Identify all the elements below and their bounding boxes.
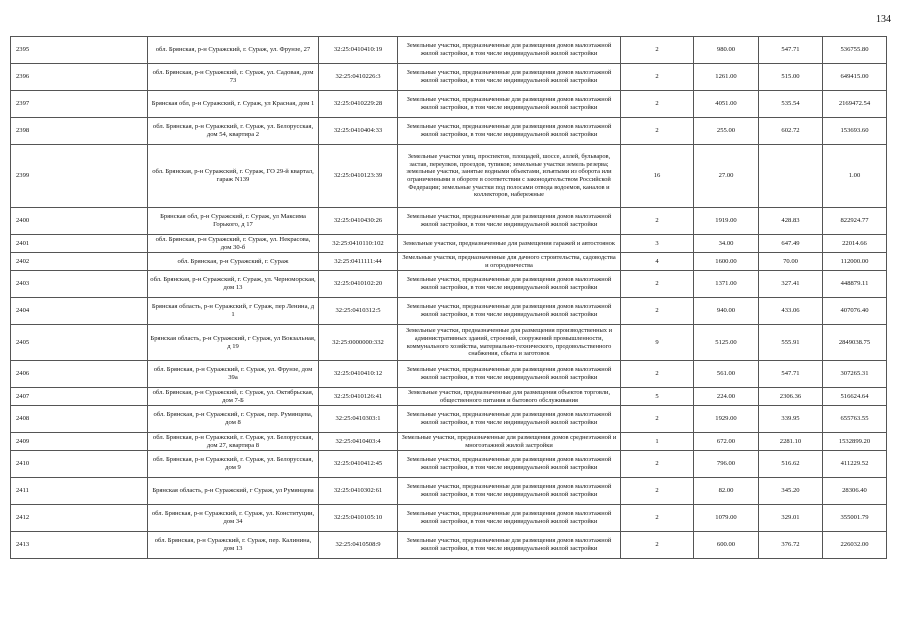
- area-cell: 561.00: [694, 361, 759, 388]
- address-cell: обл. Брянская, р-н Суражский, г. Сураж, ул. Фрунзе, 27: [148, 37, 319, 64]
- cadastral-value-cell: 307265.31: [823, 361, 887, 388]
- area-cell: 796.00: [694, 451, 759, 478]
- specific-value-cell: 345.20: [759, 478, 823, 505]
- row-number: 2408: [11, 406, 148, 433]
- group-number-cell: 2: [621, 118, 694, 145]
- row-number: 2396: [11, 64, 148, 91]
- row-number: 2400: [11, 208, 148, 235]
- specific-value-cell: 647.49: [759, 235, 823, 253]
- address-cell: обл. Брянская, р-н Суражский, г. Сураж, пер. Румянцева, дом 8: [148, 406, 319, 433]
- address-cell: обл. Брянская, р-н Суражский, г. Сураж, ул. Белорусская, дом 9: [148, 451, 319, 478]
- cadastral-number-cell: 32:25:0410412:45: [319, 451, 398, 478]
- page-number: 134: [876, 14, 891, 25]
- cadastral-number-cell: 32:25:0000000:332: [319, 325, 398, 361]
- land-use-type-cell: Земельные участки, предназначенные для размещения домов малоэтажной жилой застройки, в том числе индивидуальной жилой застройки: [398, 208, 621, 235]
- area-cell: 1261.00: [694, 64, 759, 91]
- specific-value-cell: 428.83: [759, 208, 823, 235]
- land-use-type-cell: Земельные участки, предназначенные для размещения домов малоэтажной жилой застройки, в том числе индивидуальной жилой застройки: [398, 505, 621, 532]
- cadastral-value-cell: 655763.55: [823, 406, 887, 433]
- specific-value-cell: [759, 145, 823, 208]
- table-row: [11, 325, 887, 361]
- area-cell: 27.00: [694, 145, 759, 208]
- address-cell: обл. Брянская, р-н Суражский, г. Сураж, ГО 29-й квартал, гараж N139: [148, 145, 319, 208]
- area-cell: 34.00: [694, 235, 759, 253]
- table-row: [11, 37, 887, 64]
- table-row: [11, 298, 887, 325]
- land-use-type-cell: Земельные участки, предназначенные для размещения домов малоэтажной жилой застройки, в том числе индивидуальной жилой застройки: [398, 478, 621, 505]
- specific-value-cell: 339.95: [759, 406, 823, 433]
- specific-value-cell: 433.06: [759, 298, 823, 325]
- row-number: 2403: [11, 271, 148, 298]
- row-number: 2407: [11, 388, 148, 406]
- area-cell: 224.00: [694, 388, 759, 406]
- table-row: [11, 91, 887, 118]
- table-row: [11, 64, 887, 91]
- specific-value-cell: 2306.36: [759, 388, 823, 406]
- group-number-cell: 16: [621, 145, 694, 208]
- group-number-cell: 2: [621, 271, 694, 298]
- cadastral-value-cell: 448879.11: [823, 271, 887, 298]
- row-number: 2399: [11, 145, 148, 208]
- group-number-cell: 5: [621, 388, 694, 406]
- table-row: [11, 406, 887, 433]
- row-number: 2412: [11, 505, 148, 532]
- address-cell: обл. Брянская, р-н Суражский, г. Сураж, ул. Черноморская, дом 13: [148, 271, 319, 298]
- land-registry-table: [10, 36, 887, 559]
- address-cell: обл. Брянская, р-н Суражский, г. Сураж, ул. Фрунзе, дом 39а: [148, 361, 319, 388]
- cadastral-value-cell: 2169472.54: [823, 91, 887, 118]
- cadastral-number-cell: 32:25:0410123:39: [319, 145, 398, 208]
- cadastral-number-cell: 32:25:0410226:3: [319, 64, 398, 91]
- address-cell: обл. Брянская, р-н Суражский, г. Сураж, ул. Белорусская, дом 27, квартира 8: [148, 433, 319, 451]
- cadastral-number-cell: 32:25:0410312:5: [319, 298, 398, 325]
- group-number-cell: 2: [621, 91, 694, 118]
- cadastral-value-cell: 355001.79: [823, 505, 887, 532]
- cadastral-value-cell: 411229.52: [823, 451, 887, 478]
- land-use-type-cell: Земельные участки, предназначенные для размещения домов малоэтажной жилой застройки, в том числе индивидуальной жилой застройки: [398, 271, 621, 298]
- cadastral-value-cell: 407076.40: [823, 298, 887, 325]
- row-number: 2401: [11, 235, 148, 253]
- group-number-cell: 2: [621, 298, 694, 325]
- area-cell: 1079.00: [694, 505, 759, 532]
- group-number-cell: 2: [621, 406, 694, 433]
- land-use-type-cell: Земельные участки, предназначенные для размещения гаражей и автостоянок: [398, 235, 621, 253]
- specific-value-cell: 376.72: [759, 532, 823, 559]
- area-cell: 940.00: [694, 298, 759, 325]
- address-cell: обл. Брянская, р-н Суражский, г. Сураж, ул. Некрасова, дом 30-б: [148, 235, 319, 253]
- land-use-type-cell: Земельные участки, предназначенные для дачного строительства, садоводства и огородничества: [398, 253, 621, 271]
- cadastral-value-cell: 2849038.75: [823, 325, 887, 361]
- land-use-type-cell: Земельные участки, предназначенные для размещения домов малоэтажной жилой застройки, в том числе индивидуальной жилой застройки: [398, 91, 621, 118]
- land-use-type-cell: Земельные участки, предназначенные для размещения производственных и административных зданий, строений, сооружений промышленности, коммунального хозяйства, материально-технического, продовольственного снабжения, сбыта и заготовок: [398, 325, 621, 361]
- group-number-cell: 2: [621, 478, 694, 505]
- row-number: 2404: [11, 298, 148, 325]
- cadastral-number-cell: 32:25:0410102:20: [319, 271, 398, 298]
- land-use-type-cell: Земельные участки улиц, проспектов, площадей, шоссе, аллей, бульваров, застав, переулков, проездов, тупиков; земельные участки земель резерва; земельные участки, занятые водными объектами, изъятыми из оборота или ограниченными в обороте в соответствии с законодательством Российской Федерации; земельные участки под полосами отвода водоемов, каналов и коллекторов, набережные: [398, 145, 621, 208]
- row-number: 2411: [11, 478, 148, 505]
- group-number-cell: 2: [621, 64, 694, 91]
- group-number-cell: 4: [621, 253, 694, 271]
- cadastral-value-cell: 649415.00: [823, 64, 887, 91]
- cadastral-number-cell: 32:25:0410410:12: [319, 361, 398, 388]
- area-cell: 1929.00: [694, 406, 759, 433]
- land-use-type-cell: Земельные участки, предназначенные для размещения домов среднеэтажной и многоэтажной жилой застройки: [398, 433, 621, 451]
- specific-value-cell: 535.54: [759, 91, 823, 118]
- area-cell: 600.00: [694, 532, 759, 559]
- group-number-cell: 2: [621, 532, 694, 559]
- table-row: [11, 253, 887, 271]
- land-use-type-cell: Земельные участки, предназначенные для размещения объектов торговли, общественного питания и бытового обслуживания: [398, 388, 621, 406]
- specific-value-cell: 329.01: [759, 505, 823, 532]
- land-use-type-cell: Земельные участки, предназначенные для размещения домов малоэтажной жилой застройки, в том числе индивидуальной жилой застройки: [398, 37, 621, 64]
- group-number-cell: 9: [621, 325, 694, 361]
- address-cell: обл. Брянская, р-н Суражский, г. Сураж, ул. Конституции, дом 34: [148, 505, 319, 532]
- address-cell: Брянская обл, р-н Суражский, г. Сураж, ул Максима Горького, д 17: [148, 208, 319, 235]
- row-number: 2413: [11, 532, 148, 559]
- row-number: 2409: [11, 433, 148, 451]
- table-row: [11, 118, 887, 145]
- cadastral-value-cell: 226032.00: [823, 532, 887, 559]
- address-cell: Брянская область, р-н Суражский, г Сураж, ул Румянцева: [148, 478, 319, 505]
- cadastral-number-cell: 32:25:0411111:44: [319, 253, 398, 271]
- area-cell: 5125.00: [694, 325, 759, 361]
- cadastral-number-cell: 32:25:0410229:28: [319, 91, 398, 118]
- specific-value-cell: 602.72: [759, 118, 823, 145]
- row-number: 2405: [11, 325, 148, 361]
- area-cell: 672.00: [694, 433, 759, 451]
- cadastral-value-cell: 822924.77: [823, 208, 887, 235]
- specific-value-cell: 2281.10: [759, 433, 823, 451]
- row-number: 2395: [11, 37, 148, 64]
- land-use-type-cell: Земельные участки, предназначенные для размещения домов малоэтажной жилой застройки, в том числе индивидуальной жилой застройки: [398, 406, 621, 433]
- group-number-cell: 3: [621, 235, 694, 253]
- cadastral-number-cell: 32:25:0410403:4: [319, 433, 398, 451]
- land-use-type-cell: Земельные участки, предназначенные для размещения домов малоэтажной жилой застройки, в том числе индивидуальной жилой застройки: [398, 361, 621, 388]
- cadastral-number-cell: 32:25:0410430:26: [319, 208, 398, 235]
- group-number-cell: 2: [621, 505, 694, 532]
- table-row: [11, 361, 887, 388]
- row-number: 2406: [11, 361, 148, 388]
- table-row: [11, 388, 887, 406]
- row-number: 2410: [11, 451, 148, 478]
- table-row: [11, 208, 887, 235]
- address-cell: Брянская область, р-н Суражский, г Сураж, ул Вокзальная, д 19: [148, 325, 319, 361]
- address-cell: обл. Брянская, р-н Суражский, г. Сураж, пер. Калинина, дом 13: [148, 532, 319, 559]
- specific-value-cell: 516.62: [759, 451, 823, 478]
- cadastral-value-cell: 1532899.20: [823, 433, 887, 451]
- specific-value-cell: 70.00: [759, 253, 823, 271]
- group-number-cell: 1: [621, 433, 694, 451]
- group-number-cell: 2: [621, 451, 694, 478]
- land-use-type-cell: Земельные участки, предназначенные для размещения домов малоэтажной жилой застройки, в том числе индивидуальной жилой застройки: [398, 298, 621, 325]
- cadastral-value-cell: 1.00: [823, 145, 887, 208]
- cadastral-number-cell: 32:25:0410508:9: [319, 532, 398, 559]
- cadastral-value-cell: 28306.40: [823, 478, 887, 505]
- cadastral-value-cell: 112000.00: [823, 253, 887, 271]
- cadastral-value-cell: 536755.80: [823, 37, 887, 64]
- table-row: [11, 145, 887, 208]
- address-cell: Брянская обл, р-н Суражский, г. Сураж, ул Красная, дом 1: [148, 91, 319, 118]
- row-number: 2398: [11, 118, 148, 145]
- specific-value-cell: 547.71: [759, 361, 823, 388]
- area-cell: 255.00: [694, 118, 759, 145]
- area-cell: 4051.00: [694, 91, 759, 118]
- address-cell: обл. Брянская, р-н Суражский, г. Сураж: [148, 253, 319, 271]
- address-cell: Брянская область, р-н Суражский, г Сураж, пер Ленина, д 1: [148, 298, 319, 325]
- group-number-cell: 2: [621, 361, 694, 388]
- land-use-type-cell: Земельные участки, предназначенные для размещения домов малоэтажной жилой застройки, в том числе индивидуальной жилой застройки: [398, 451, 621, 478]
- table-row: [11, 433, 887, 451]
- area-cell: 980.00: [694, 37, 759, 64]
- specific-value-cell: 327.41: [759, 271, 823, 298]
- cadastral-number-cell: 32:25:0410303:1: [319, 406, 398, 433]
- area-cell: 1600.00: [694, 253, 759, 271]
- land-use-type-cell: Земельные участки, предназначенные для размещения домов малоэтажной жилой застройки, в том числе индивидуальной жилой застройки: [398, 64, 621, 91]
- cadastral-number-cell: 32:25:0410410:19: [319, 37, 398, 64]
- cadastral-number-cell: 32:25:0410404:33: [319, 118, 398, 145]
- land-use-type-cell: Земельные участки, предназначенные для размещения домов малоэтажной жилой застройки, в том числе индивидуальной жилой застройки: [398, 118, 621, 145]
- area-cell: 1919.00: [694, 208, 759, 235]
- group-number-cell: 2: [621, 208, 694, 235]
- address-cell: обл. Брянская, р-н Суражский, г. Сураж, ул. Белорусская, дом 54, квартира 2: [148, 118, 319, 145]
- cadastral-value-cell: 153693.60: [823, 118, 887, 145]
- land-use-type-cell: Земельные участки, предназначенные для размещения домов малоэтажной жилой застройки, в том числе индивидуальной жилой застройки: [398, 532, 621, 559]
- cadastral-number-cell: 32:25:0410302:61: [319, 478, 398, 505]
- table-row: [11, 478, 887, 505]
- row-number: 2402: [11, 253, 148, 271]
- specific-value-cell: 547.71: [759, 37, 823, 64]
- table-row: [11, 235, 887, 253]
- table-row: [11, 532, 887, 559]
- cadastral-number-cell: 32:25:0410126:41: [319, 388, 398, 406]
- cadastral-value-cell: 22014.66: [823, 235, 887, 253]
- area-cell: 82.00: [694, 478, 759, 505]
- cadastral-number-cell: 32:25:0410110:102: [319, 235, 398, 253]
- table-row: [11, 451, 887, 478]
- row-number: 2397: [11, 91, 148, 118]
- specific-value-cell: 555.91: [759, 325, 823, 361]
- cadastral-number-cell: 32:25:0410105:10: [319, 505, 398, 532]
- address-cell: обл. Брянская, р-н Суражский, г. Сураж, ул. Октябрьская, дом 7-Б: [148, 388, 319, 406]
- group-number-cell: 2: [621, 37, 694, 64]
- specific-value-cell: 515.00: [759, 64, 823, 91]
- table-row: [11, 271, 887, 298]
- table-row: [11, 505, 887, 532]
- area-cell: 1371.00: [694, 271, 759, 298]
- cadastral-value-cell: 516624.64: [823, 388, 887, 406]
- address-cell: обл. Брянская, р-н Суражский, г. Сураж, ул. Садовая, дом 73: [148, 64, 319, 91]
